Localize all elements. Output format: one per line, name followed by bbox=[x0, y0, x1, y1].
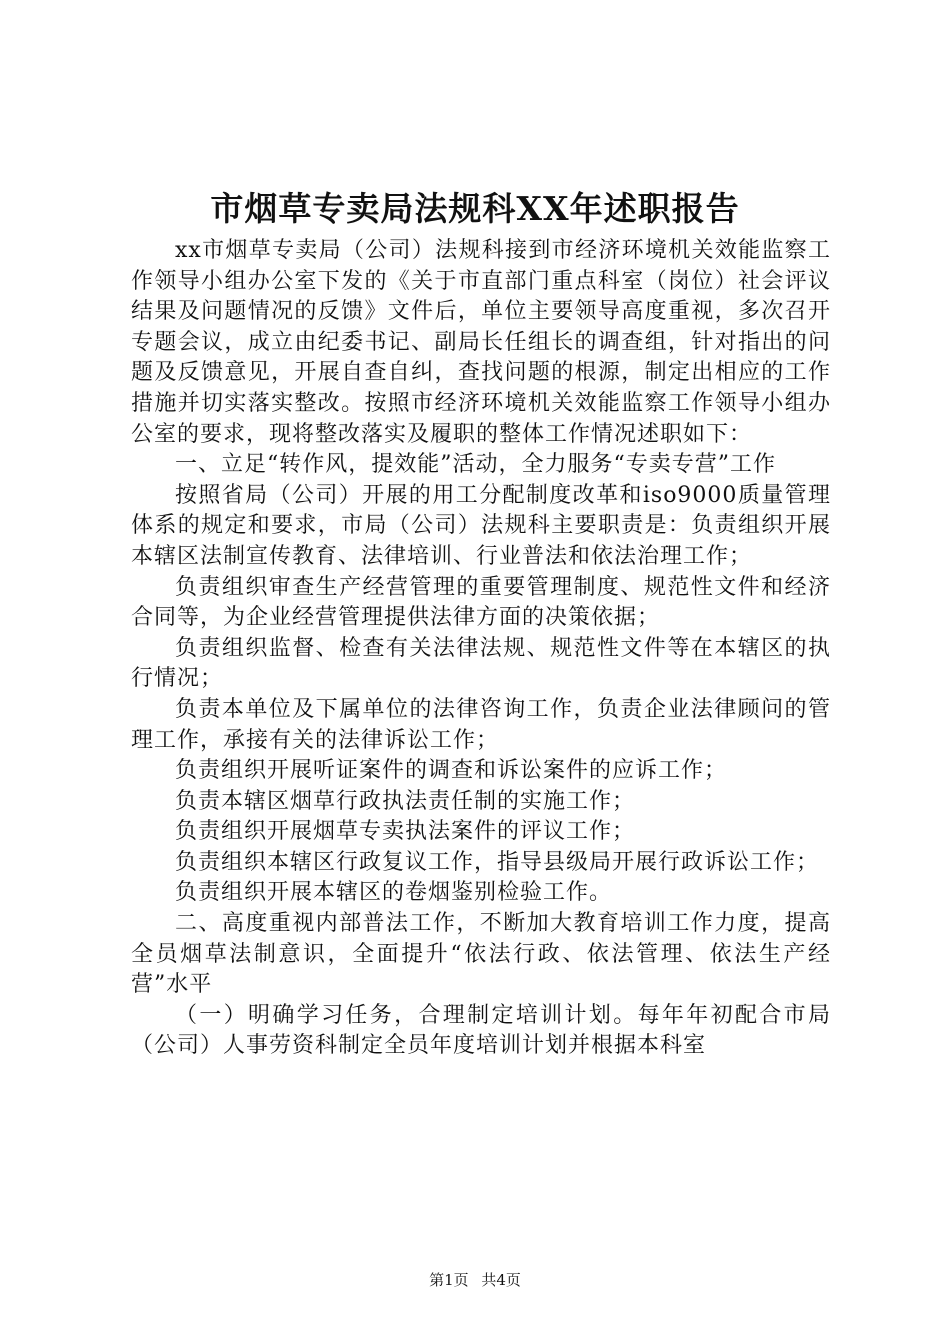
paragraph-duty-overview: 按照省局（公司）开展的用工分配制度改革和iso9000质量管理体系的规定和要求，市局（公司）法规科主要职责是：负责组织开展本辖区法制宣传教育、法律培训、行业普法和依法治理工作； bbox=[131, 482, 831, 569]
paragraph-subsection-1: （一）明确学习任务，合理制定培训计划。每年年初配合市局（公司）人事劳资科制定全员年度培训计划并根据本科室 bbox=[131, 1002, 831, 1059]
document-body bbox=[131, 236, 831, 1062]
page-footer bbox=[0, 1270, 950, 1290]
paragraph-duty-consult: 负责本单位及下属单位的法律咨询工作，负责企业法律顾问的管理工作，承接有关的法律诉讼工作； bbox=[131, 696, 831, 753]
paragraph-duty-review: 负责组织审查生产经营管理的重要管理制度、规范性文件和经济合同等，为企业经营管理提供法律方面的决策依据； bbox=[131, 574, 831, 631]
paragraph-duty-hearing: 负责组织开展听证案件的调查和诉讼案件的应诉工作； bbox=[175, 758, 728, 784]
paragraph-duty-inspection: 负责组织开展本辖区的卷烟鉴别检验工作。 bbox=[175, 880, 613, 906]
paragraph-section-1-heading: 一、立足“转作风，提效能”活动，全力服务“专卖专营”工作 bbox=[175, 452, 776, 478]
document-title: 市烟草专卖局法规科XX年述职报告 bbox=[210, 189, 740, 228]
page-total: 共4页 bbox=[481, 1271, 521, 1289]
page-number: 第1页 bbox=[429, 1271, 469, 1289]
paragraph-duty-responsibility: 负责本辖区烟草行政执法责任制的实施工作； bbox=[175, 788, 636, 814]
paragraph-intro: xx市烟草专卖局（公司）法规科接到市经济环境机关效能监察工作领导小组办公室下发的《关于市直部门重点科室（岗位）社会评议结果及问题情况的反馈》文件后，单位主要领导高度重视，多次召开专题会议，成立由纪委书记、副局长任组长的调查组，针对指出的问题及反馈意见，开展自查自纠，查找问题的根源，制定出相应的工作措施并切实落实整改。按照市经济环境机关效能监察工作领导小组办公室的要求，现将整改落实及履职的整体工作情况述职如下： bbox=[131, 238, 831, 447]
paragraph-duty-reconsideration: 负责组织本辖区行政复议工作，指导县级局开展行政诉讼工作； bbox=[175, 849, 820, 875]
paragraph-section-2-heading: 二、高度重视内部普法工作，不断加大教育培训工作力度，提高全员烟草法制意识，全面提升“依法行政、依法管理、依法生产经营”水平 bbox=[131, 911, 831, 998]
paragraph-duty-evaluation: 负责组织开展烟草专卖执法案件的评议工作； bbox=[175, 819, 636, 845]
paragraph-duty-supervise: 负责组织监督、检查有关法律法规、规范性文件等在本辖区的执行情况； bbox=[131, 635, 831, 692]
